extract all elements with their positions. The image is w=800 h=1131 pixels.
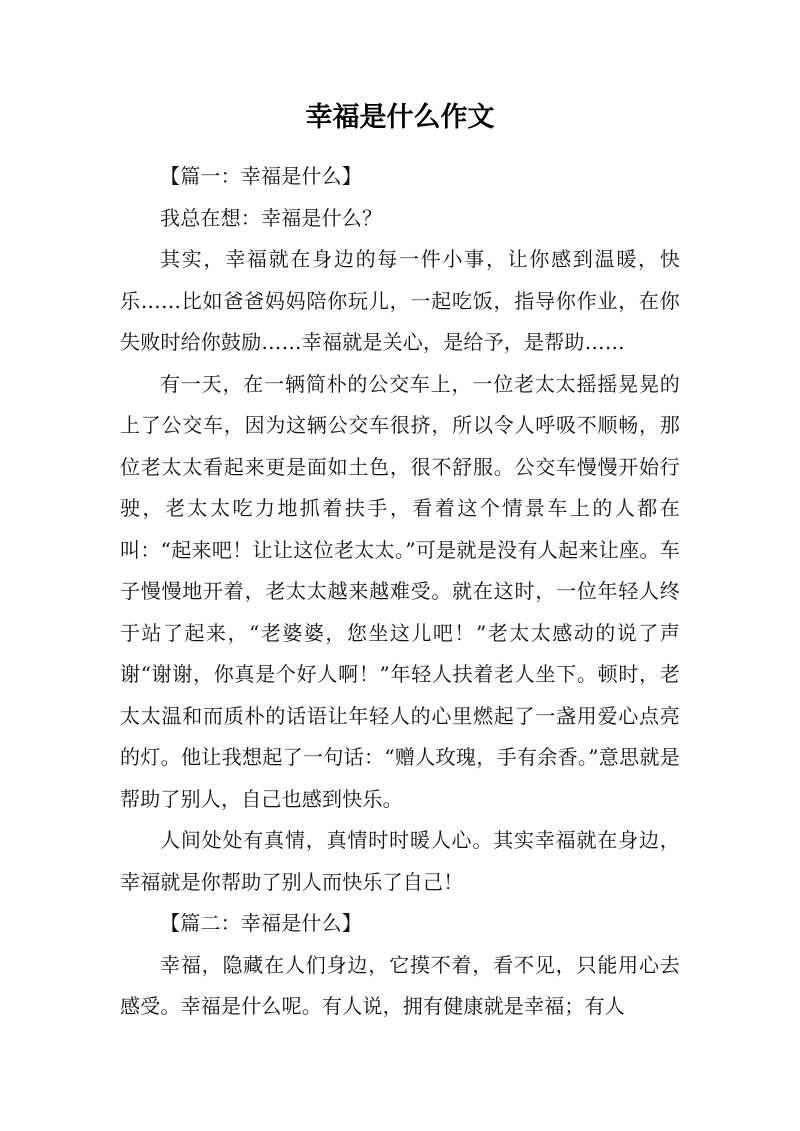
section-heading-1: 【篇一：幸福是什么】 bbox=[160, 164, 362, 188]
document-body bbox=[120, 156, 680, 1028]
paragraph: 人间处处有真情，真情时时暖人心。其实幸福就在身边，幸福就是你帮助了别人而快乐了自己！ bbox=[120, 828, 680, 894]
document-title: 幸福是什么作文 bbox=[305, 102, 495, 133]
section-heading-2: 【篇二：幸福是什么】 bbox=[160, 911, 362, 935]
paragraph: 幸福，隐藏在人们身边，它摸不着，看不见，只能用心去感受。幸福是什么呢。有人说，拥有健康就是幸福；有人 bbox=[120, 952, 680, 1018]
paragraph: 其实，幸福就在身边的每一件小事，让你感到温暖，快乐……比如爸爸妈妈陪你玩儿，一起吃饭，指导你作业，在你失败时给你鼓励……幸福就是关心，是给予，是帮助…… bbox=[120, 247, 680, 354]
paragraph: 我总在想：幸福是什么？ bbox=[160, 205, 383, 230]
paragraph: 有一天，在一辆简朴的公交车上，一位老太太摇摇晃晃的上了公交车，因为这辆公交车很挤，所以令人呼吸不顺畅，那位老太太看起来更是面如土色，很不舒服。公交车慢慢开始行驶，老太太吃力地抓着扶手，看着这个情景车上的人都在叫：“起来吧！让让这位老太太。”可是就是没有人起来让座。车子慢慢地开着，老太太越来越难受。就在这时，一位年轻人终于站了起来，“老婆婆，您坐这儿吧！”老太太感动的说了声谢“谢谢，你真是个好人啊！”年轻人扶着老人坐下。顿时，老太太温和而质朴的话语让年轻人的心里燃起了一盏用爱心点亮的灯。他让我想起了一句话：“赠人玫瑰，手有余香。”意思就是帮助了别人，自己也感到快乐。 bbox=[120, 371, 680, 811]
